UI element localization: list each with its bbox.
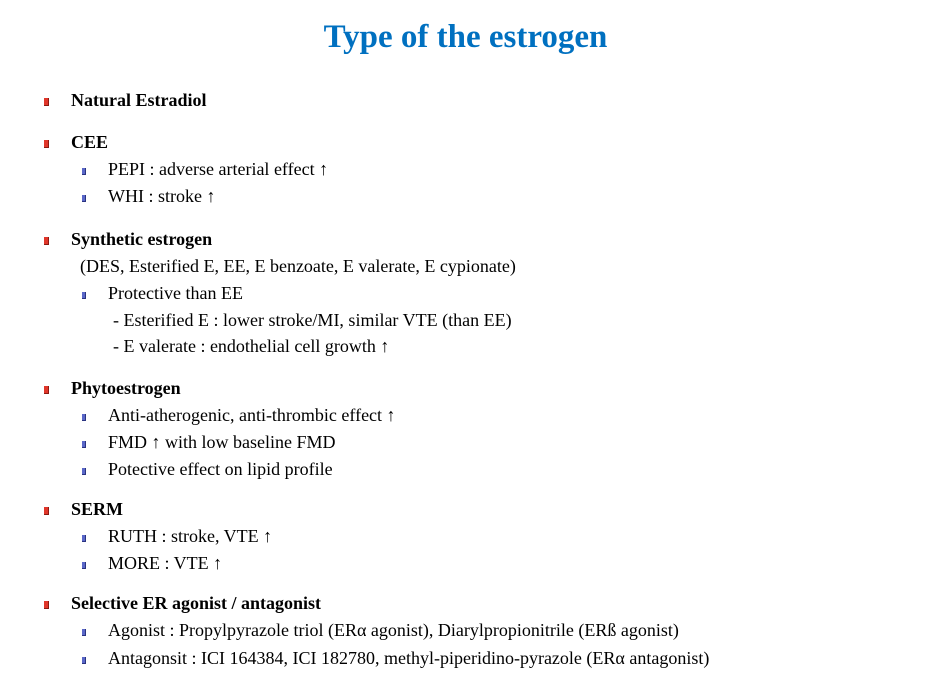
- sub-bullet-icon: [82, 168, 86, 175]
- sub-bullet-icon: [82, 657, 86, 664]
- bullet-icon: [44, 601, 49, 609]
- phyto-item: FMD ↑ with low baseline FMD: [108, 432, 336, 452]
- cee-item: PEPI : adverse arterial effect ↑: [108, 159, 329, 179]
- synthetic-detail: - E valerate : endothelial cell growth ↑: [113, 336, 390, 356]
- bullet-icon: [44, 237, 49, 245]
- selective-item: Agonist : Propylpyrazole triol (ERα agonist), Diarylpropionitrile (ERß agonist): [108, 620, 679, 640]
- section-heading-cee: CEE: [71, 132, 109, 152]
- slide-title: Type of the estrogen: [323, 19, 608, 55]
- bullet-icon: [44, 386, 49, 394]
- bullet-icon: [44, 98, 49, 106]
- cee-item: WHI : stroke ↑: [108, 186, 216, 206]
- synthetic-item: Protective than EE: [108, 283, 243, 303]
- sub-bullet-icon: [82, 195, 86, 202]
- sub-bullet-icon: [82, 468, 86, 475]
- serm-item: RUTH : stroke, VTE ↑: [108, 526, 273, 546]
- sub-bullet-icon: [82, 441, 86, 448]
- bullet-icon: [44, 140, 49, 148]
- selective-item: Antagonsit : ICI 164384, ICI 182780, methyl-piperidino-pyrazole (ERα antagonist): [108, 648, 710, 668]
- section-heading-synthetic: Synthetic estrogen: [71, 229, 213, 249]
- section-heading-phyto: Phytoestrogen: [71, 378, 181, 398]
- synthetic-detail: - Esterified E : lower stroke/MI, similar VTE (than EE): [113, 310, 512, 330]
- sub-bullet-icon: [82, 535, 86, 542]
- synthetic-note: (DES, Esterified E, EE, E benzoate, E valerate, E cypionate): [80, 256, 516, 276]
- sub-bullet-icon: [82, 562, 86, 569]
- serm-item: MORE : VTE ↑: [108, 553, 223, 573]
- phyto-item: Potective effect on lipid profile: [108, 459, 333, 479]
- sub-bullet-icon: [82, 292, 86, 299]
- section-heading-natural: Natural Estradiol: [71, 90, 207, 110]
- section-heading-selective: Selective ER agonist / antagonist: [71, 593, 321, 613]
- sub-bullet-icon: [82, 414, 86, 421]
- bullet-icon: [44, 507, 49, 515]
- section-heading-serm: SERM: [71, 499, 124, 519]
- sub-bullet-icon: [82, 629, 86, 636]
- phyto-item: Anti-atherogenic, anti-thrombic effect ↑: [108, 405, 396, 425]
